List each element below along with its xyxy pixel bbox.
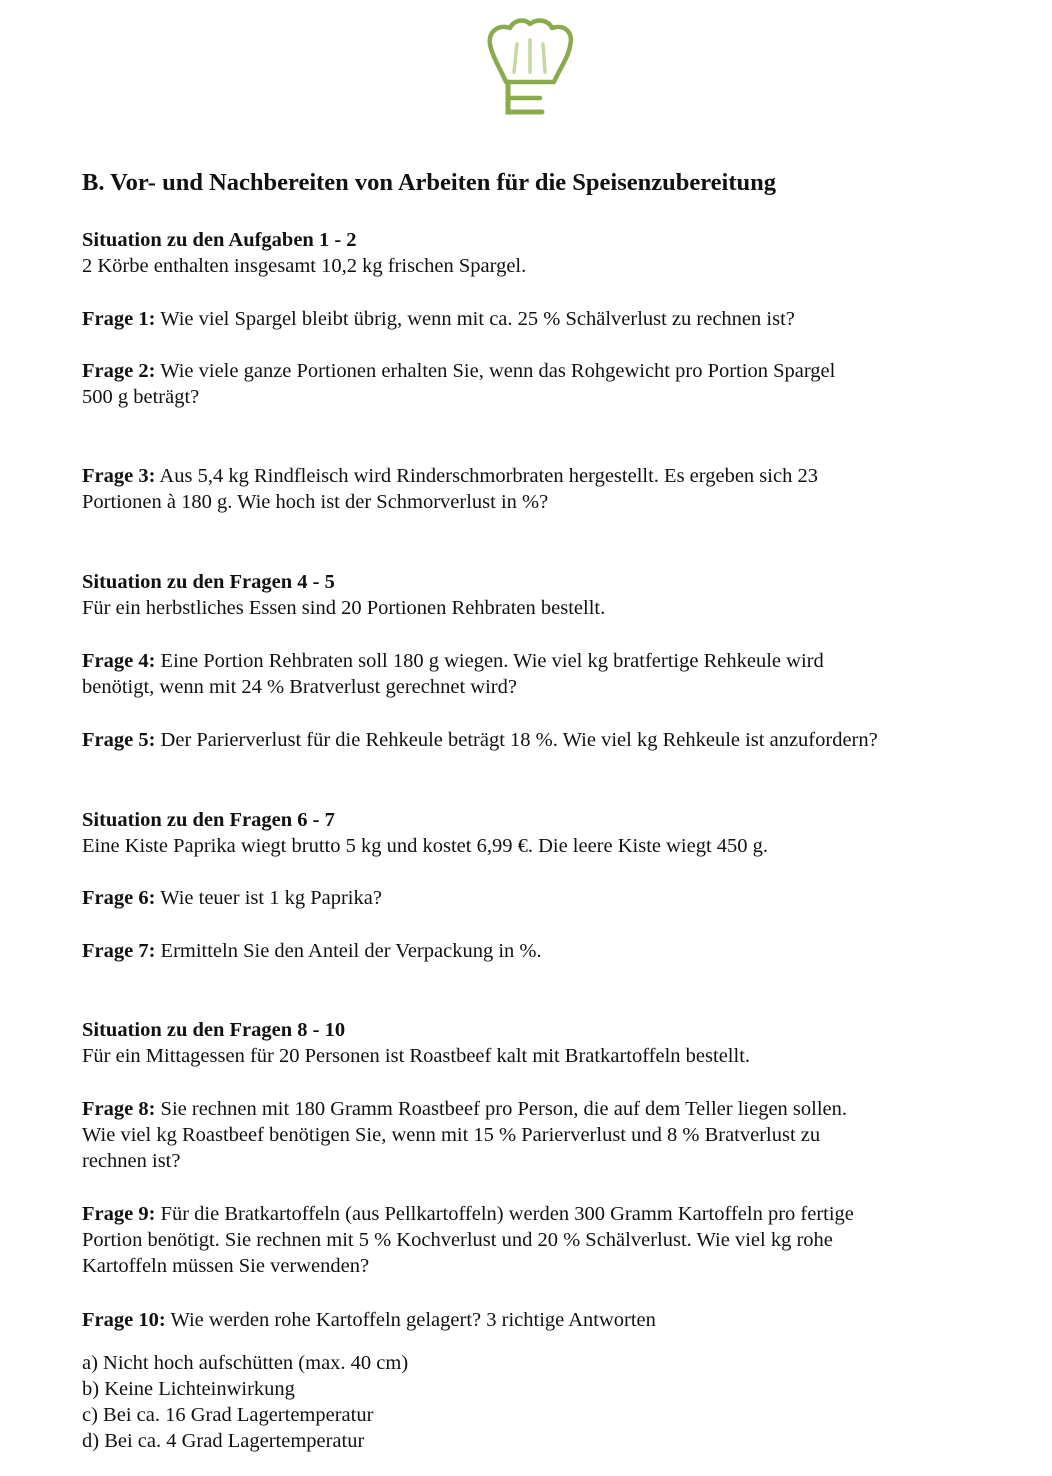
answer-options <box>82 1350 982 1454</box>
question-text: Für die Bratkartoffeln (aus Pellkartoffeln) werden 300 Gramm Kartoffeln pro fertige <box>160 1203 854 1225</box>
situation-text: Für ein herbstliches Essen sind 20 Portionen Rehbraten bestellt. <box>82 597 606 619</box>
situation-heading: Situation zu den Fragen 6 - 7 <box>82 809 335 831</box>
question-text-cont: Wie viel kg Roastbeef benötigen Sie, wenn mit 15 % Parierverlust und 8 % Bratverlust zu <box>82 1124 821 1146</box>
question-label: Frage 4: <box>82 650 156 672</box>
question-1 <box>82 306 982 332</box>
situation-heading: Situation zu den Aufgaben 1 - 2 <box>82 229 357 251</box>
question-label: Frage 2: <box>82 360 156 382</box>
question-text: Wie viel Spargel bleibt übrig, wenn mit ca. 25 % Schälverlust zu rechnen ist? <box>160 308 795 330</box>
situation-text: Für ein Mittagessen für 20 Personen ist Roastbeef kalt mit Bratkartoffeln bestellt. <box>82 1045 751 1067</box>
situation-block <box>82 807 982 859</box>
situation-text: Eine Kiste Paprika wiegt brutto 5 kg und kostet 6,99 €. Die leere Kiste wiegt 450 g. <box>82 835 769 857</box>
answer-option: a) Nicht hoch aufschütten (max. 40 cm) <box>82 1352 409 1374</box>
question-5 <box>82 727 982 753</box>
chef-hat-icon <box>484 16 576 116</box>
question-text-cont: rechnen ist? <box>82 1150 181 1172</box>
question-10 <box>82 1307 982 1333</box>
question-text: Eine Portion Rehbraten soll 180 g wiegen. Wie viel kg bratfertige Rehkeule wird <box>160 650 824 672</box>
question-text: Sie rechnen mit 180 Gramm Roastbeef pro Person, die auf dem Teller liegen sollen. <box>160 1098 848 1120</box>
situation-heading: Situation zu den Fragen 4 - 5 <box>82 571 335 593</box>
question-8 <box>82 1096 982 1174</box>
question-text: Der Parierverlust für die Rehkeule beträgt 18 %. Wie viel kg Rehkeule ist anzufordern? <box>160 729 878 751</box>
situation-block <box>82 227 982 279</box>
situation-block <box>82 569 982 621</box>
question-label: Frage 3: <box>82 465 156 487</box>
question-text-cont: Portionen à 180 g. Wie hoch ist der Schmorverlust in %? <box>82 491 549 513</box>
question-text-cont: 500 g beträgt? <box>82 386 200 408</box>
question-7 <box>82 938 982 964</box>
situation-heading: Situation zu den Fragen 8 - 10 <box>82 1019 346 1041</box>
question-label: Frage 7: <box>82 940 156 962</box>
answer-option: b) Keine Lichteinwirkung <box>82 1378 295 1400</box>
question-text-cont: benötigt, wenn mit 24 % Bratverlust gerechnet wird? <box>82 676 517 698</box>
question-2 <box>82 358 982 410</box>
question-label: Frage 10: <box>82 1309 166 1331</box>
question-text: Wie werden rohe Kartoffeln gelagert? 3 richtige Antworten <box>170 1309 656 1331</box>
question-text-cont: Portion benötigt. Sie rechnen mit 5 % Kochverlust und 20 % Schälverlust. Wie viel kg rohe <box>82 1229 833 1251</box>
question-6 <box>82 885 982 911</box>
question-label: Frage 5: <box>82 729 156 751</box>
question-label: Frage 6: <box>82 887 156 909</box>
situation-text: 2 Körbe enthalten insgesamt 10,2 kg frischen Spargel. <box>82 255 527 277</box>
question-text-cont: Kartoffeln müssen Sie verwenden? <box>82 1255 370 1277</box>
answer-option: d) Bei ca. 4 Grad Lagertemperatur <box>82 1430 365 1452</box>
answer-option: c) Bei ca. 16 Grad Lagertemperatur <box>82 1404 374 1426</box>
question-label: Frage 8: <box>82 1098 156 1120</box>
page-title: B. Vor- und Nachbereiten von Arbeiten für die Speisenzubereitung <box>82 169 777 196</box>
question-label: Frage 1: <box>82 308 156 330</box>
question-label: Frage 9: <box>82 1203 156 1225</box>
situation-block <box>82 1017 982 1069</box>
question-text: Wie teuer ist 1 kg Paprika? <box>160 887 382 909</box>
question-3 <box>82 463 982 515</box>
question-text: Ermitteln Sie den Anteil der Verpackung in %. <box>160 940 542 962</box>
question-text: Aus 5,4 kg Rindfleisch wird Rinderschmorbraten hergestellt. Es ergeben sich 23 <box>159 465 818 487</box>
question-4 <box>82 648 982 700</box>
question-text: Wie viele ganze Portionen erhalten Sie, wenn das Rohgewicht pro Portion Spargel <box>160 360 836 382</box>
question-9 <box>82 1201 982 1279</box>
